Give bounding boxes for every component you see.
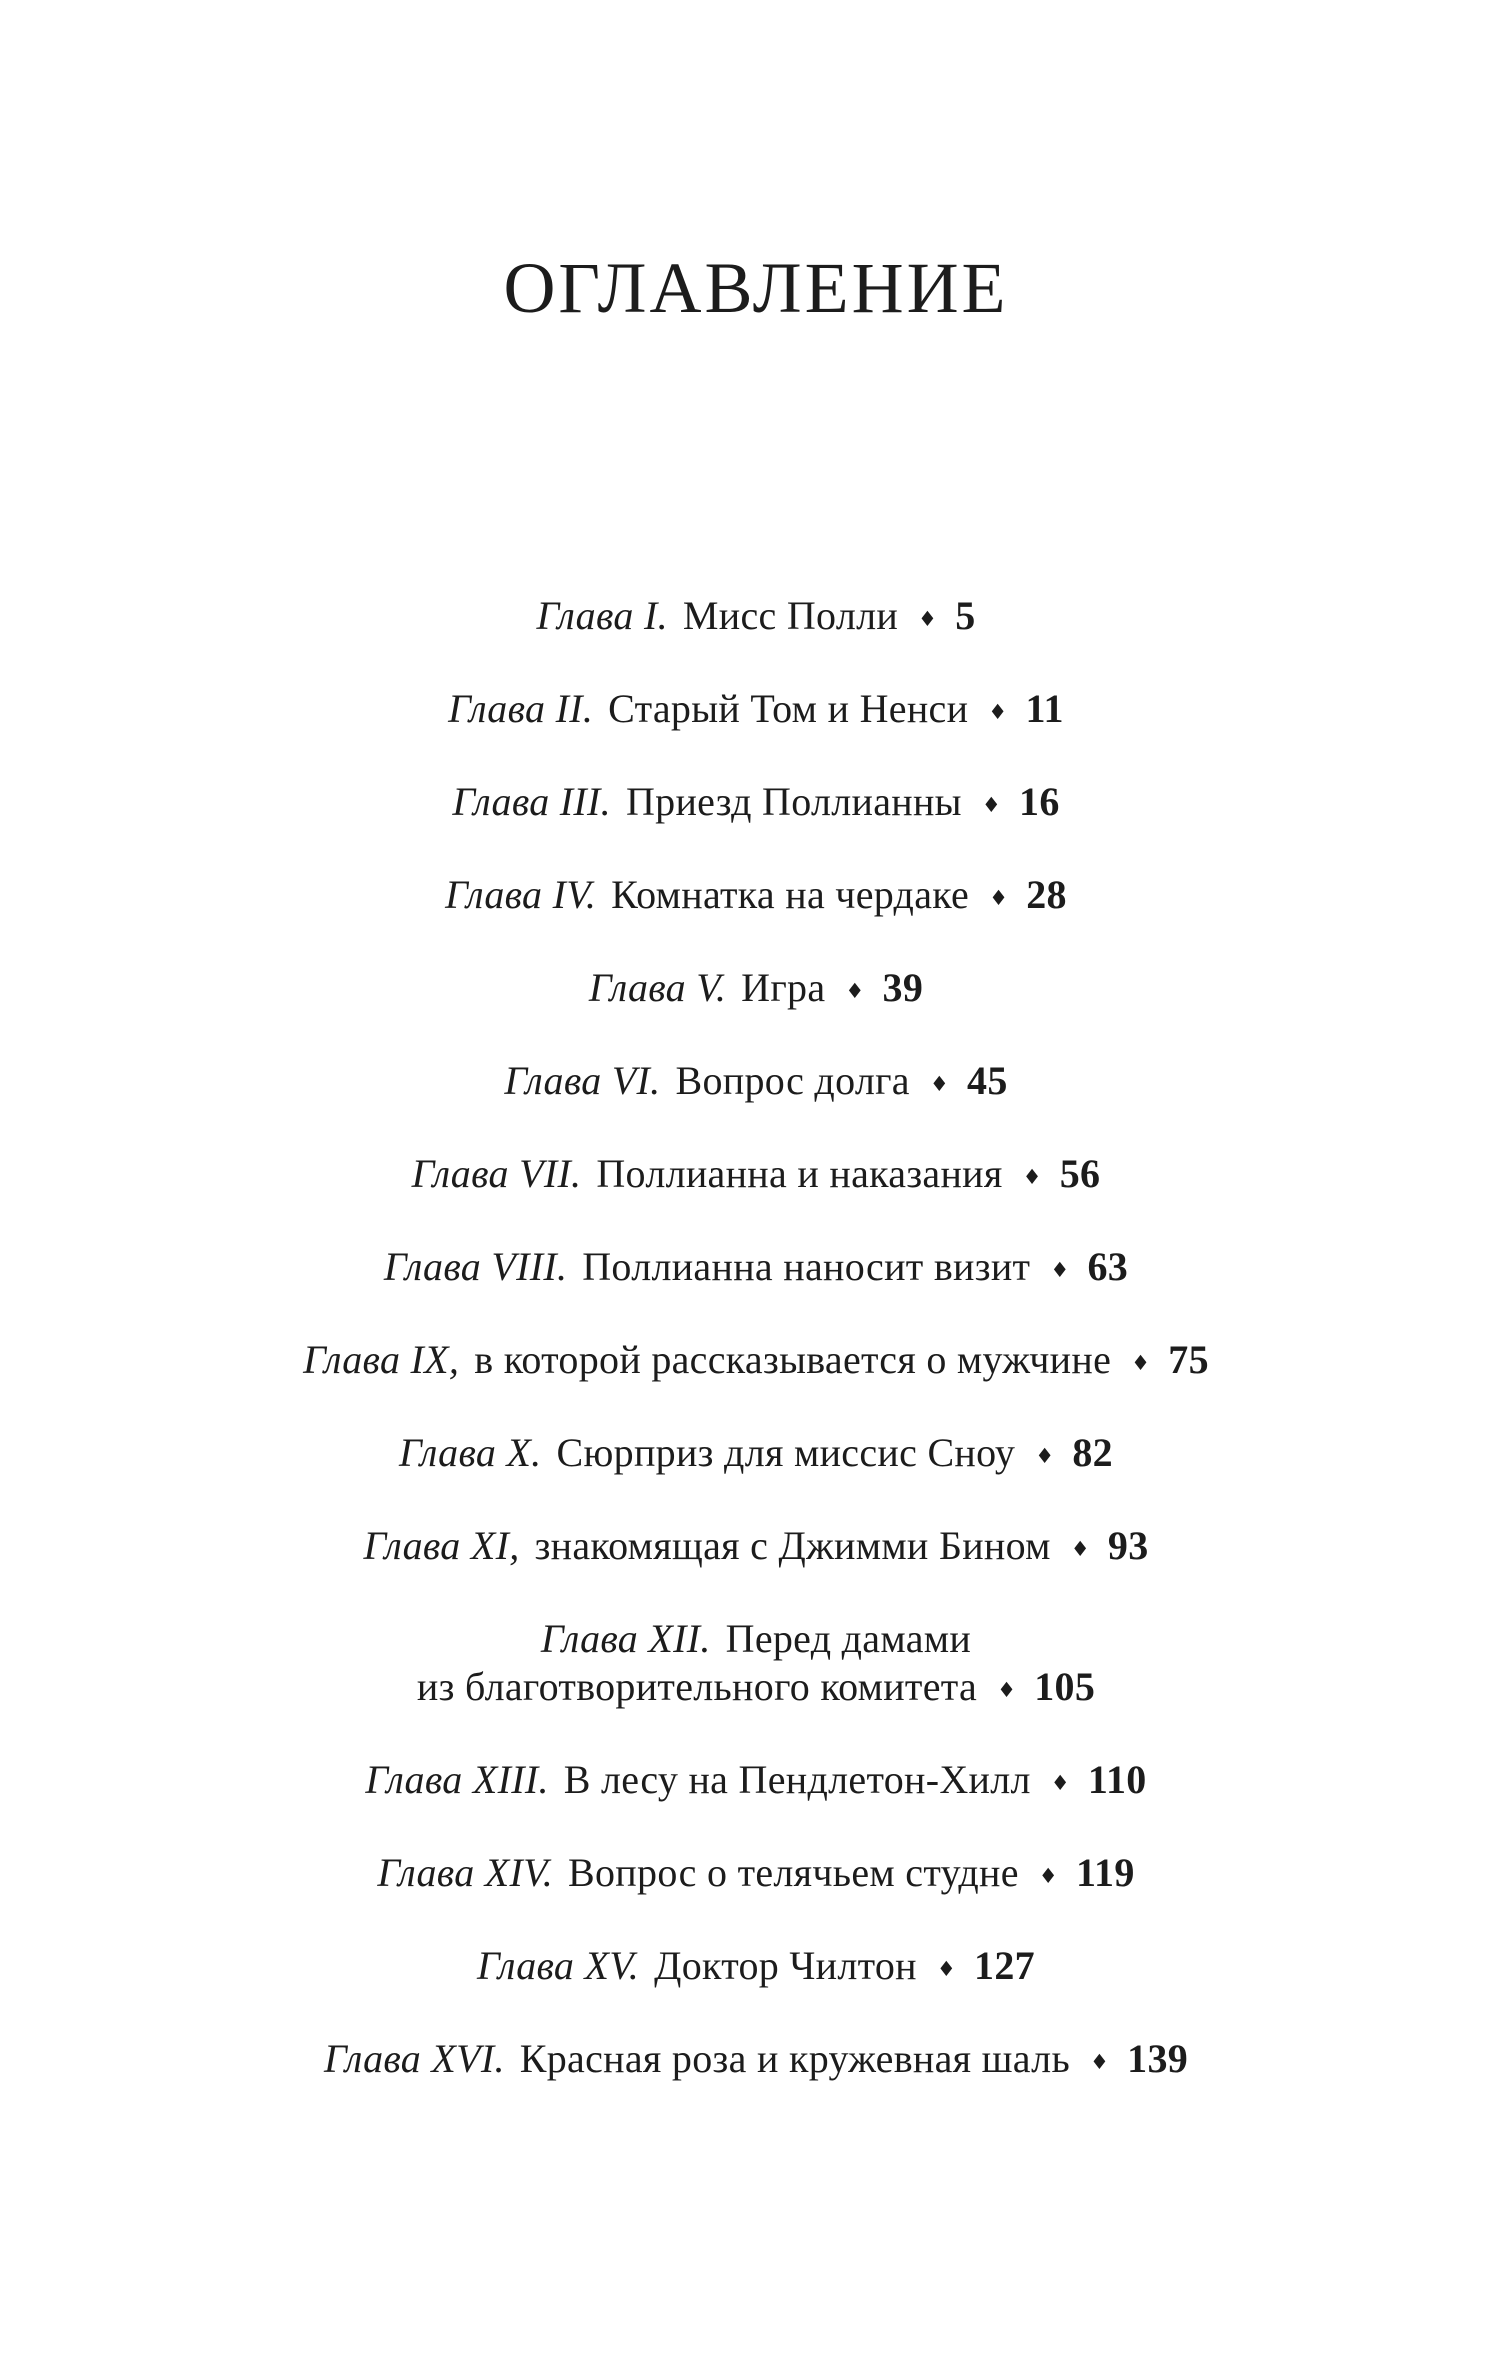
chapter-label: Глава XV. (477, 1943, 640, 1988)
page-title: ОГЛАВЛЕНИЕ (503, 248, 1009, 328)
diamond-separator-icon: ♦ (1090, 2050, 1110, 2074)
diamond-separator-icon: ♦ (1050, 1258, 1070, 1282)
page-number: 16 (1019, 779, 1060, 824)
toc-entry (60, 1150, 1452, 1201)
toc-entry-line (60, 1849, 1452, 1900)
page-number: 110 (1087, 1757, 1147, 1802)
diamond-separator-icon: ♦ (997, 1678, 1017, 1702)
toc-entry (60, 2035, 1452, 2086)
chapter-label: Глава III. (452, 779, 611, 824)
toc-entry-line (60, 1429, 1452, 1480)
page-number: 82 (1072, 1430, 1113, 1475)
toc-entry (60, 1429, 1452, 1480)
toc-entry-line (60, 1663, 1452, 1714)
toc-entry-line (60, 1057, 1452, 1108)
toc-entry (60, 871, 1452, 922)
chapter-label: Глава IX, (303, 1337, 460, 1382)
toc-entry (60, 1057, 1452, 1108)
toc-entry-line (60, 1243, 1452, 1294)
diamond-separator-icon: ♦ (1038, 1864, 1058, 1888)
chapter-title: в которой рассказывается о мужчине (474, 1337, 1112, 1382)
chapter-title-continued: из благотворительного комитета (416, 1664, 978, 1709)
toc-entry-line (60, 871, 1452, 922)
chapter-title: Вопрос долга (675, 1058, 910, 1103)
toc-entry (60, 1243, 1452, 1294)
chapter-title: знакомящая с Джимми Бином (534, 1523, 1051, 1568)
diamond-separator-icon: ♦ (1035, 1444, 1055, 1468)
chapter-title: В лесу на Пендлетон-Хилл (563, 1757, 1031, 1802)
toc-entry (60, 1942, 1452, 1993)
page-number: 56 (1059, 1151, 1101, 1196)
toc-entry-line (60, 1756, 1452, 1807)
page-number: 63 (1087, 1244, 1129, 1289)
chapter-title: Приезд Поллианны (625, 779, 962, 824)
page-number: 139 (1127, 2036, 1189, 2081)
chapter-title: Комнатка на чердаке (611, 872, 970, 917)
chapter-label: Глава XIV. (377, 1850, 554, 1895)
toc-entry-line (60, 2035, 1452, 2086)
chapter-label: Глава V. (588, 965, 727, 1010)
page-number: 105 (1034, 1664, 1096, 1709)
diamond-separator-icon: ♦ (989, 886, 1009, 910)
diamond-separator-icon: ♦ (981, 793, 1002, 817)
toc-entry (60, 685, 1452, 736)
chapter-title: Поллианна наносит визит (582, 1244, 1031, 1289)
diamond-separator-icon: ♦ (1050, 1771, 1070, 1795)
toc-entry-line (60, 1522, 1452, 1573)
diamond-separator-icon: ♦ (929, 1072, 950, 1096)
chapter-label: Глава XIII. (365, 1757, 549, 1802)
diamond-separator-icon: ♦ (1070, 1537, 1090, 1561)
chapter-title: Перед дамами (725, 1616, 972, 1661)
diamond-separator-icon: ♦ (1022, 1165, 1042, 1189)
page-number: 11 (1025, 686, 1064, 731)
diamond-separator-icon: ♦ (936, 1957, 957, 1981)
chapter-label: Глава XII. (540, 1616, 711, 1661)
toc-entry-line (60, 685, 1452, 736)
page-number: 28 (1026, 872, 1067, 917)
toc-entry (60, 778, 1452, 829)
chapter-label: Глава IV. (445, 872, 597, 917)
diamond-separator-icon: ♦ (845, 979, 865, 1003)
chapter-title: Поллианна и наказания (596, 1151, 1003, 1196)
page-number: 75 (1168, 1337, 1209, 1382)
toc-entry-line (60, 1942, 1452, 1993)
chapter-label: Глава XVI. (323, 2036, 505, 2081)
toc-entry (60, 592, 1452, 643)
table-of-contents (0, 592, 1512, 2086)
page-number: 5 (955, 593, 976, 638)
toc-entry-line (60, 964, 1452, 1015)
toc-entry (60, 1336, 1452, 1387)
diamond-separator-icon: ♦ (988, 700, 1008, 724)
page-number: 45 (967, 1058, 1008, 1103)
chapter-label: Глава VIII. (383, 1244, 568, 1289)
toc-entry-line (60, 1615, 1452, 1663)
diamond-separator-icon: ♦ (1131, 1351, 1151, 1375)
toc-entry-line (60, 778, 1452, 829)
toc-entry-line (60, 1150, 1452, 1201)
toc-entry (60, 1615, 1452, 1714)
chapter-title: Сюрприз для миссис Сноу (556, 1430, 1016, 1475)
toc-entry (60, 1522, 1452, 1573)
toc-entry-line (60, 592, 1452, 643)
page-number: 127 (974, 1943, 1035, 1988)
chapter-title: Красная роза и кружевная шаль (519, 2036, 1070, 2081)
page-number: 39 (882, 965, 924, 1010)
chapter-label: Глава VII. (411, 1151, 582, 1196)
toc-entry-line (60, 1336, 1452, 1387)
chapter-title: Старый Том и Ненси (608, 686, 969, 731)
toc-entry (60, 1756, 1452, 1807)
toc-entry (60, 964, 1452, 1015)
diamond-separator-icon: ♦ (918, 607, 938, 631)
page-number: 119 (1075, 1850, 1135, 1895)
chapter-label: Глава XI, (363, 1523, 520, 1568)
chapter-title: Игра (741, 965, 826, 1010)
chapter-label: Глава II. (448, 686, 594, 731)
chapter-label: Глава I. (536, 593, 668, 638)
chapter-label: Глава X. (399, 1430, 542, 1475)
chapter-title: Мисс Полли (682, 593, 899, 638)
chapter-label: Глава VI. (504, 1058, 661, 1103)
chapter-title: Доктор Чилтон (654, 1943, 917, 1988)
chapter-title: Вопрос о телячьем студне (568, 1850, 1019, 1895)
toc-entry (60, 1849, 1452, 1900)
page-number: 93 (1107, 1523, 1149, 1568)
